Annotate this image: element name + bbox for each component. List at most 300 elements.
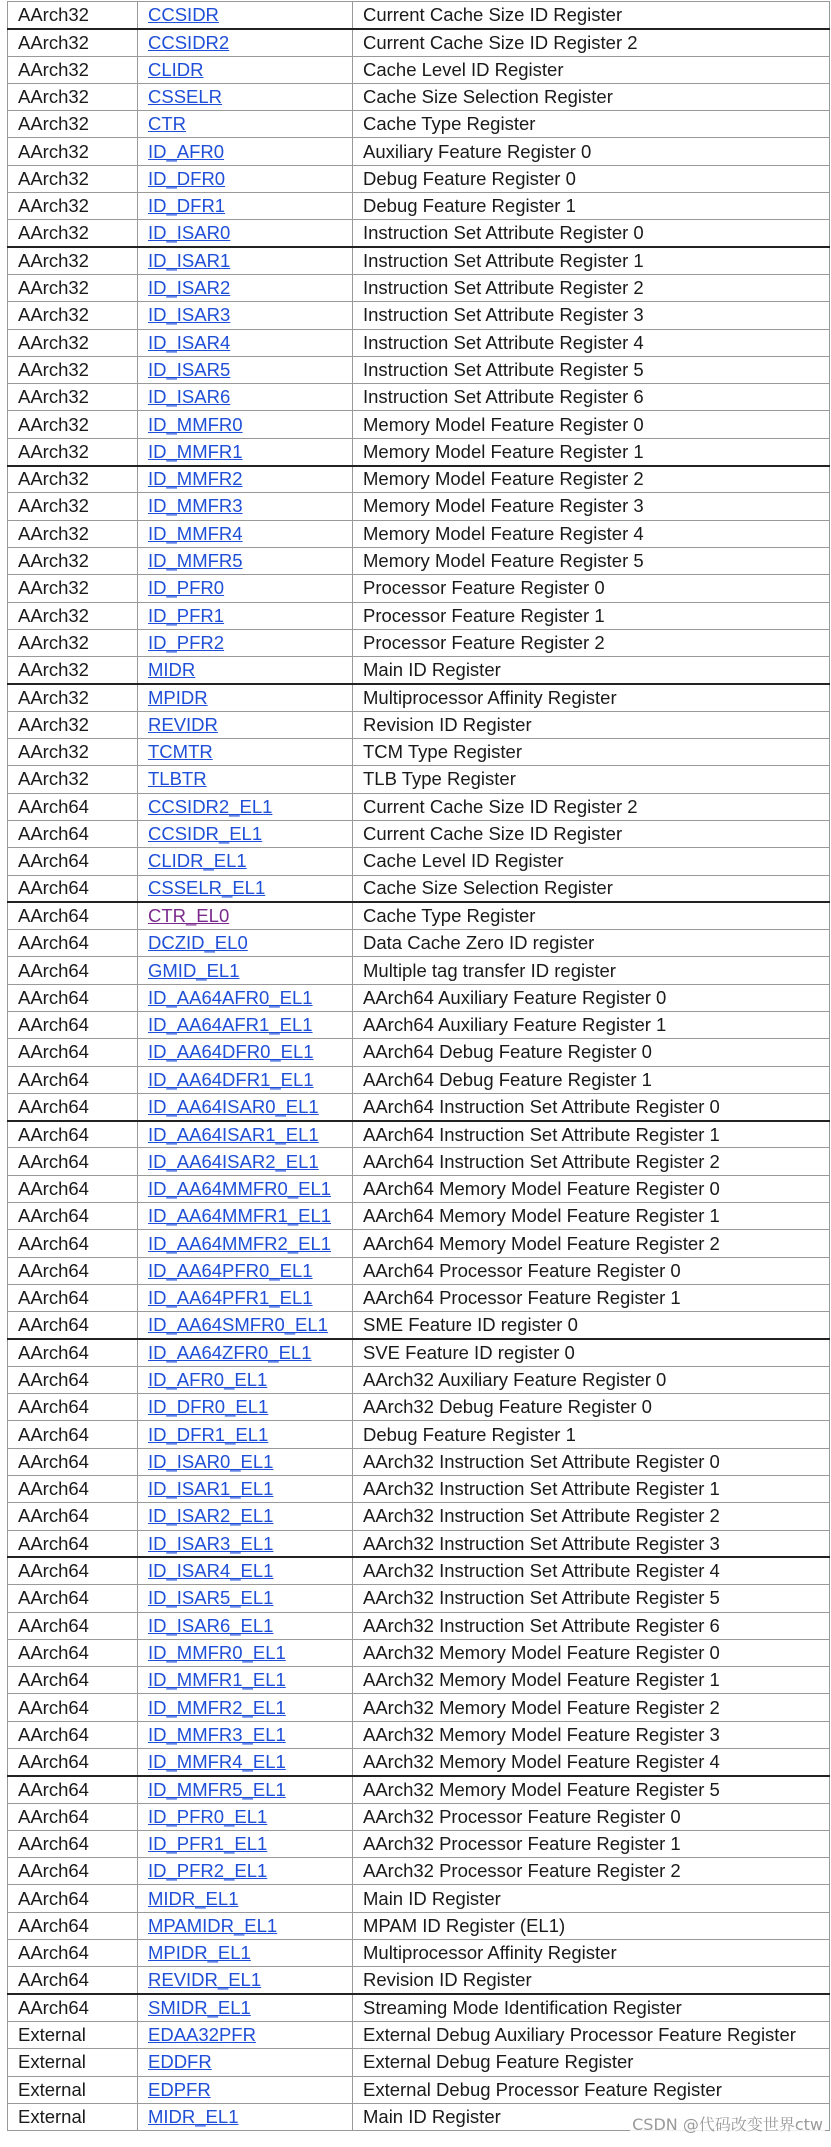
register-name-cell: [138, 165, 353, 192]
register-description-cell: Cache Type Register: [353, 111, 830, 138]
register-name-cell: [138, 902, 353, 929]
register-name-cell: [138, 1093, 353, 1120]
execution-state-cell: AArch64: [8, 1284, 138, 1311]
register-link[interactable]: ID_MMFR3_EL1: [148, 1723, 286, 1745]
table-row: [8, 1858, 830, 1885]
execution-state-cell: AArch64: [8, 1312, 138, 1339]
table-row: [8, 902, 830, 929]
execution-state-cell: AArch64: [8, 1421, 138, 1448]
execution-state-cell: AArch32: [8, 274, 138, 301]
register-link[interactable]: ID_ISAR4_EL1: [148, 1560, 274, 1582]
register-link[interactable]: ID_PFR1: [148, 604, 225, 626]
register-link[interactable]: TLBTR: [148, 768, 207, 790]
register-name-cell: [138, 957, 353, 984]
register-link[interactable]: ID_ISAR1: [148, 250, 231, 272]
table-row: [8, 1093, 830, 1120]
table-row: [8, 56, 830, 83]
register-name-cell: [138, 1940, 353, 1967]
execution-state-cell: AArch64: [8, 1803, 138, 1830]
register-name-cell: [138, 793, 353, 820]
register-name-cell: [138, 1994, 353, 2021]
register-link[interactable]: ID_ISAR1_EL1: [148, 1478, 274, 1500]
register-description-cell: AArch32 Debug Feature Register 0: [353, 1394, 830, 1421]
table-row: [8, 247, 830, 274]
table-row: [8, 1830, 830, 1857]
execution-state-cell: AArch64: [8, 1776, 138, 1803]
execution-state-cell: AArch32: [8, 83, 138, 110]
execution-state-cell: AArch64: [8, 1230, 138, 1257]
register-description-cell: Current Cache Size ID Register: [353, 2, 830, 29]
table-row: [8, 2076, 830, 2103]
table-row: [8, 848, 830, 875]
register-link[interactable]: ID_AA64PFR0_EL1: [148, 1259, 313, 1281]
register-description-cell: Main ID Register: [353, 1885, 830, 1912]
register-description-cell: AArch64 Instruction Set Attribute Register 2: [353, 1148, 830, 1175]
register-description-cell: Cache Level ID Register: [353, 56, 830, 83]
table-row: [8, 739, 830, 766]
table-row: [8, 1148, 830, 1175]
execution-state-cell: AArch32: [8, 684, 138, 711]
register-name-cell: [138, 848, 353, 875]
register-name-cell: [138, 111, 353, 138]
register-name-cell: [138, 356, 353, 383]
table-row: [8, 1694, 830, 1721]
execution-state-cell: External: [8, 2021, 138, 2048]
table-row: [8, 1312, 830, 1339]
register-description-cell: Memory Model Feature Register 0: [353, 411, 830, 438]
register-link[interactable]: CCSIDR2_EL1: [148, 795, 273, 817]
register-description-cell: AArch64 Memory Model Feature Register 2: [353, 1230, 830, 1257]
register-link[interactable]: ID_AA64DFR1_EL1: [148, 1068, 314, 1090]
register-description-cell: Current Cache Size ID Register 2: [353, 29, 830, 56]
register-description-cell: SVE Feature ID register 0: [353, 1339, 830, 1366]
table-row: [8, 1066, 830, 1093]
register-link[interactable]: ID_PFR1_EL1: [148, 1833, 268, 1855]
table-row: [8, 138, 830, 165]
register-name-cell: [138, 1011, 353, 1038]
register-description-cell: Data Cache Zero ID register: [353, 930, 830, 957]
register-description-cell: AArch64 Debug Feature Register 1: [353, 1066, 830, 1093]
register-link[interactable]: ID_ISAR5_EL1: [148, 1587, 274, 1609]
execution-state-cell: AArch64: [8, 1749, 138, 1776]
execution-state-cell: AArch64: [8, 1011, 138, 1038]
table-row: [8, 1557, 830, 1584]
register-link[interactable]: ID_AA64MMFR2_EL1: [148, 1232, 332, 1254]
table-row: [8, 657, 830, 684]
execution-state-cell: AArch32: [8, 165, 138, 192]
register-description-cell: AArch32 Processor Feature Register 2: [353, 1858, 830, 1885]
register-name-cell: [138, 56, 353, 83]
register-description-cell: Streaming Mode Identification Register: [353, 1994, 830, 2021]
register-link[interactable]: ID_MMFR4: [148, 522, 243, 544]
register-link[interactable]: CSSELR: [148, 86, 223, 108]
execution-state-cell: AArch32: [8, 111, 138, 138]
register-name-cell: [138, 247, 353, 274]
register-link[interactable]: ID_AA64MMFR0_EL1: [148, 1177, 332, 1199]
register-link[interactable]: ID_MMFR0: [148, 413, 243, 435]
register-name-cell: [138, 1148, 353, 1175]
register-description-cell: AArch64 Auxiliary Feature Register 0: [353, 984, 830, 1011]
register-description-cell: AArch32 Instruction Set Attribute Register 3: [353, 1530, 830, 1557]
execution-state-cell: AArch64: [8, 1148, 138, 1175]
register-link[interactable]: ID_PFR0_EL1: [148, 1805, 268, 1827]
register-link[interactable]: CCSIDR: [148, 3, 219, 25]
register-link[interactable]: ID_AA64MMFR1_EL1: [148, 1205, 332, 1227]
register-description-cell: Main ID Register: [353, 2103, 830, 2130]
register-name-cell: [138, 138, 353, 165]
execution-state-cell: AArch32: [8, 438, 138, 465]
register-description-cell: AArch64 Memory Model Feature Register 0: [353, 1175, 830, 1202]
table-row: [8, 711, 830, 738]
register-table: [7, 1, 830, 2131]
table-row: [8, 1612, 830, 1639]
register-link[interactable]: ID_ISAR0_EL1: [148, 1450, 274, 1472]
register-link[interactable]: ID_ISAR6: [148, 386, 231, 408]
register-description-cell: Debug Feature Register 1: [353, 193, 830, 220]
table-row: [8, 1476, 830, 1503]
register-name-cell: [138, 930, 353, 957]
register-name-cell: [138, 1749, 353, 1776]
register-link[interactable]: ID_ISAR3: [148, 304, 231, 326]
register-description-cell: AArch32 Memory Model Feature Register 1: [353, 1667, 830, 1694]
register-description-cell: Memory Model Feature Register 5: [353, 547, 830, 574]
register-name-cell: [138, 83, 353, 110]
execution-state-cell: AArch64: [8, 1967, 138, 1994]
register-name-cell: [138, 193, 353, 220]
register-name-cell: [138, 1830, 353, 1857]
execution-state-cell: AArch64: [8, 1203, 138, 1230]
register-description-cell: Cache Level ID Register: [353, 848, 830, 875]
register-link[interactable]: MIDR: [148, 659, 196, 681]
execution-state-cell: AArch32: [8, 302, 138, 329]
register-name-cell: [138, 820, 353, 847]
execution-state-cell: AArch64: [8, 1093, 138, 1120]
register-description-cell: SME Feature ID register 0: [353, 1312, 830, 1339]
register-name-cell: [138, 629, 353, 656]
register-description-cell: Debug Feature Register 1: [353, 1421, 830, 1448]
execution-state-cell: AArch32: [8, 602, 138, 629]
register-link[interactable]: ID_AA64DFR0_EL1: [148, 1041, 314, 1063]
execution-state-cell: AArch32: [8, 29, 138, 56]
register-link[interactable]: ID_AFR0_EL1: [148, 1368, 268, 1390]
table-row: [8, 1667, 830, 1694]
register-name-cell: [138, 1366, 353, 1393]
register-description-cell: AArch32 Instruction Set Attribute Register 4: [353, 1557, 830, 1584]
register-description-cell: Multiprocessor Affinity Register: [353, 684, 830, 711]
register-name-cell: [138, 2076, 353, 2103]
register-description-cell: AArch64 Processor Feature Register 0: [353, 1257, 830, 1284]
table-row: [8, 1339, 830, 1366]
register-link[interactable]: GMID_EL1: [148, 959, 240, 981]
execution-state-cell: AArch32: [8, 547, 138, 574]
execution-state-cell: AArch64: [8, 1858, 138, 1885]
register-link[interactable]: ID_DFR0_EL1: [148, 1396, 269, 1418]
register-name-cell: [138, 466, 353, 493]
execution-state-cell: AArch32: [8, 356, 138, 383]
register-name-cell: [138, 875, 353, 902]
watermark: CSDN @代码改变世界ctw: [630, 2112, 825, 2135]
table-row: [8, 684, 830, 711]
register-description-cell: AArch64 Auxiliary Feature Register 1: [353, 1011, 830, 1038]
execution-state-cell: AArch64: [8, 1557, 138, 1584]
register-link[interactable]: ID_MMFR0_EL1: [148, 1641, 286, 1663]
register-description-cell: Processor Feature Register 2: [353, 629, 830, 656]
register-link[interactable]: ID_ISAR3_EL1: [148, 1532, 274, 1554]
register-description-cell: AArch32 Instruction Set Attribute Register 2: [353, 1503, 830, 1530]
table-row: [8, 875, 830, 902]
register-link[interactable]: ID_DFR1_EL1: [148, 1423, 269, 1445]
register-link[interactable]: MPIDR_EL1: [148, 1942, 251, 1964]
table-row: [8, 1203, 830, 1230]
register-link[interactable]: ID_ISAR2: [148, 277, 231, 299]
register-description-cell: Cache Type Register: [353, 902, 830, 929]
register-name-cell: [138, 684, 353, 711]
register-link[interactable]: ID_MMFR4_EL1: [148, 1750, 286, 1772]
register-link[interactable]: EDAA32PFR: [148, 2024, 256, 2046]
table-row: [8, 575, 830, 602]
register-name-cell: [138, 1503, 353, 1530]
table-row: [8, 1394, 830, 1421]
register-link[interactable]: CSSELR_EL1: [148, 877, 266, 899]
table-row: [8, 793, 830, 820]
execution-state-cell: AArch32: [8, 329, 138, 356]
table-row: [8, 111, 830, 138]
register-name-cell: [138, 1284, 353, 1311]
execution-state-cell: AArch64: [8, 793, 138, 820]
execution-state-cell: AArch64: [8, 902, 138, 929]
table-row: [8, 1885, 830, 1912]
register-description-cell: AArch32 Instruction Set Attribute Register 0: [353, 1448, 830, 1475]
table-row: [8, 493, 830, 520]
execution-state-cell: AArch32: [8, 247, 138, 274]
register-name-cell: [138, 384, 353, 411]
register-link[interactable]: ID_ISAR6_EL1: [148, 1614, 274, 1636]
register-link[interactable]: ID_PFR2_EL1: [148, 1860, 268, 1882]
table-row: [8, 1175, 830, 1202]
register-link[interactable]: CTR: [148, 113, 187, 135]
register-link[interactable]: CLIDR: [148, 58, 204, 80]
table-row: [8, 1749, 830, 1776]
execution-state-cell: AArch64: [8, 1612, 138, 1639]
execution-state-cell: External: [8, 2103, 138, 2130]
register-link[interactable]: ID_ISAR0: [148, 222, 231, 244]
register-name-cell: [138, 1476, 353, 1503]
register-name-cell: [138, 1312, 353, 1339]
register-link[interactable]: ID_AA64AFR1_EL1: [148, 1014, 313, 1036]
register-description-cell: AArch64 Memory Model Feature Register 1: [353, 1203, 830, 1230]
register-link[interactable]: REVIDR: [148, 713, 218, 735]
register-link[interactable]: MPAMIDR_EL1: [148, 1914, 278, 1936]
table-row: [8, 2, 830, 29]
register-name-cell: [138, 1776, 353, 1803]
register-link[interactable]: ID_AA64ISAR1_EL1: [148, 1123, 319, 1145]
register-name-cell: [138, 2103, 353, 2130]
table-row: [8, 820, 830, 847]
register-description-cell: Multiprocessor Affinity Register: [353, 1940, 830, 1967]
register-name-cell: [138, 766, 353, 793]
register-link[interactable]: CTR_EL0: [148, 905, 230, 927]
register-link[interactable]: DCZID_EL0: [148, 932, 248, 954]
register-name-cell: [138, 711, 353, 738]
table-row: [8, 220, 830, 247]
execution-state-cell: AArch32: [8, 56, 138, 83]
register-name-cell: [138, 1448, 353, 1475]
register-link[interactable]: ID_AA64ISAR0_EL1: [148, 1095, 319, 1117]
execution-state-cell: AArch32: [8, 2, 138, 29]
table-row: [8, 1039, 830, 1066]
table-row: [8, 1366, 830, 1393]
table-row: [8, 957, 830, 984]
register-link[interactable]: EDDFR: [148, 2051, 212, 2073]
register-name-cell: [138, 1339, 353, 1366]
execution-state-cell: AArch32: [8, 138, 138, 165]
register-description-cell: Memory Model Feature Register 1: [353, 438, 830, 465]
register-description-cell: AArch32 Auxiliary Feature Register 0: [353, 1366, 830, 1393]
execution-state-cell: AArch32: [8, 411, 138, 438]
table-row: [8, 411, 830, 438]
table-row: [8, 766, 830, 793]
register-description-cell: AArch64 Processor Feature Register 1: [353, 1284, 830, 1311]
execution-state-cell: AArch64: [8, 1366, 138, 1393]
execution-state-cell: AArch64: [8, 1830, 138, 1857]
register-link[interactable]: ID_MMFR5: [148, 550, 243, 572]
execution-state-cell: AArch64: [8, 1940, 138, 1967]
register-name-cell: [138, 739, 353, 766]
register-link[interactable]: TCMTR: [148, 741, 213, 763]
execution-state-cell: AArch64: [8, 1885, 138, 1912]
register-name-cell: [138, 547, 353, 574]
register-link[interactable]: ID_AA64PFR1_EL1: [148, 1287, 313, 1309]
execution-state-cell: AArch64: [8, 1339, 138, 1366]
execution-state-cell: AArch64: [8, 1530, 138, 1557]
register-description-cell: External Debug Feature Register: [353, 2049, 830, 2076]
register-description-cell: MPAM ID Register (EL1): [353, 1912, 830, 1939]
execution-state-cell: AArch32: [8, 766, 138, 793]
register-description-cell: AArch64 Debug Feature Register 0: [353, 1039, 830, 1066]
register-link[interactable]: ID_ISAR4: [148, 331, 231, 353]
execution-state-cell: AArch64: [8, 1066, 138, 1093]
register-name-cell: [138, 1066, 353, 1093]
register-link[interactable]: ID_PFR0: [148, 577, 225, 599]
register-name-cell: [138, 1121, 353, 1148]
register-description-cell: Instruction Set Attribute Register 6: [353, 384, 830, 411]
register-link[interactable]: MIDR_EL1: [148, 2106, 239, 2127]
register-link[interactable]: ID_AA64AFR0_EL1: [148, 986, 313, 1008]
register-description-cell: External Debug Auxiliary Processor Feature Register: [353, 2021, 830, 2048]
register-description-cell: AArch32 Memory Model Feature Register 5: [353, 1776, 830, 1803]
table-row: [8, 1530, 830, 1557]
register-link[interactable]: MIDR_EL1: [148, 1887, 239, 1909]
register-link[interactable]: ID_MMFR3: [148, 495, 243, 517]
register-description-cell: Memory Model Feature Register 2: [353, 466, 830, 493]
register-link[interactable]: ID_ISAR5: [148, 359, 231, 380]
register-link[interactable]: ID_MMFR1_EL1: [148, 1669, 286, 1691]
register-description-cell: Multiple tag transfer ID register: [353, 957, 830, 984]
execution-state-cell: AArch64: [8, 1667, 138, 1694]
table-row: [8, 1448, 830, 1475]
table-row: [8, 384, 830, 411]
register-link[interactable]: ID_AA64SMFR0_EL1: [148, 1314, 328, 1336]
table-row: [8, 302, 830, 329]
register-link[interactable]: ID_ISAR2_EL1: [148, 1505, 274, 1527]
register-name-cell: [138, 1885, 353, 1912]
register-description-cell: Memory Model Feature Register 3: [353, 493, 830, 520]
table-row: [8, 1230, 830, 1257]
register-description-cell: Main ID Register: [353, 657, 830, 684]
table-row: [8, 1776, 830, 1803]
register-link[interactable]: SMIDR_EL1: [148, 1997, 251, 2019]
register-description-cell: Instruction Set Attribute Register 0: [353, 220, 830, 247]
register-description-cell: Revision ID Register: [353, 711, 830, 738]
register-link[interactable]: ID_PFR2: [148, 631, 225, 653]
execution-state-cell: AArch64: [8, 1121, 138, 1148]
execution-state-cell: AArch64: [8, 875, 138, 902]
register-description-cell: AArch32 Memory Model Feature Register 2: [353, 1694, 830, 1721]
register-link[interactable]: CLIDR_EL1: [148, 850, 247, 872]
table-row: [8, 1803, 830, 1830]
table-row: [8, 2049, 830, 2076]
register-name-cell: [138, 1175, 353, 1202]
register-link[interactable]: ID_DFR0: [148, 167, 226, 189]
register-name-cell: [138, 2021, 353, 2048]
register-description-cell: Auxiliary Feature Register 0: [353, 138, 830, 165]
register-name-cell: [138, 29, 353, 56]
execution-state-cell: AArch32: [8, 466, 138, 493]
execution-state-cell: AArch64: [8, 1039, 138, 1066]
register-link[interactable]: CCSIDR_EL1: [148, 823, 263, 845]
register-link[interactable]: EDPFR: [148, 2078, 211, 2100]
register-name-cell: [138, 1585, 353, 1612]
register-name-cell: [138, 575, 353, 602]
execution-state-cell: AArch32: [8, 384, 138, 411]
execution-state-cell: AArch32: [8, 493, 138, 520]
register-description-cell: AArch64 Instruction Set Attribute Register 1: [353, 1121, 830, 1148]
register-description-cell: Current Cache Size ID Register: [353, 820, 830, 847]
table-row: [8, 356, 830, 383]
register-link[interactable]: ID_MMFR5_EL1: [148, 1778, 286, 1800]
register-link[interactable]: MPIDR: [148, 686, 208, 708]
register-name-cell: [138, 1639, 353, 1666]
table-row: [8, 2021, 830, 2048]
register-link[interactable]: ID_MMFR1: [148, 440, 243, 462]
register-description-cell: Debug Feature Register 0: [353, 165, 830, 192]
register-description-cell: AArch32 Instruction Set Attribute Register 5: [353, 1585, 830, 1612]
register-link[interactable]: ID_MMFR2_EL1: [148, 1696, 286, 1718]
register-description-cell: TLB Type Register: [353, 766, 830, 793]
register-description-cell: AArch32 Memory Model Feature Register 0: [353, 1639, 830, 1666]
register-link[interactable]: ID_AA64ISAR2_EL1: [148, 1150, 319, 1172]
register-name-cell: [138, 1530, 353, 1557]
register-description-cell: AArch32 Memory Model Feature Register 3: [353, 1721, 830, 1748]
execution-state-cell: AArch32: [8, 575, 138, 602]
register-name-cell: [138, 1721, 353, 1748]
execution-state-cell: AArch64: [8, 1448, 138, 1475]
table-row: [8, 1721, 830, 1748]
register-link[interactable]: REVIDR_EL1: [148, 1969, 262, 1991]
register-link[interactable]: ID_DFR1: [148, 195, 226, 217]
execution-state-cell: AArch32: [8, 520, 138, 547]
register-name-cell: [138, 329, 353, 356]
register-name-cell: [138, 411, 353, 438]
register-link[interactable]: ID_MMFR2: [148, 468, 243, 490]
register-link[interactable]: ID_AFR0: [148, 140, 225, 162]
table-row: [8, 29, 830, 56]
register-link[interactable]: ID_AA64ZFR0_EL1: [148, 1341, 312, 1363]
register-name-cell: [138, 1803, 353, 1830]
register-link[interactable]: CCSIDR2: [148, 31, 230, 53]
execution-state-cell: AArch64: [8, 1912, 138, 1939]
execution-state-cell: AArch32: [8, 220, 138, 247]
